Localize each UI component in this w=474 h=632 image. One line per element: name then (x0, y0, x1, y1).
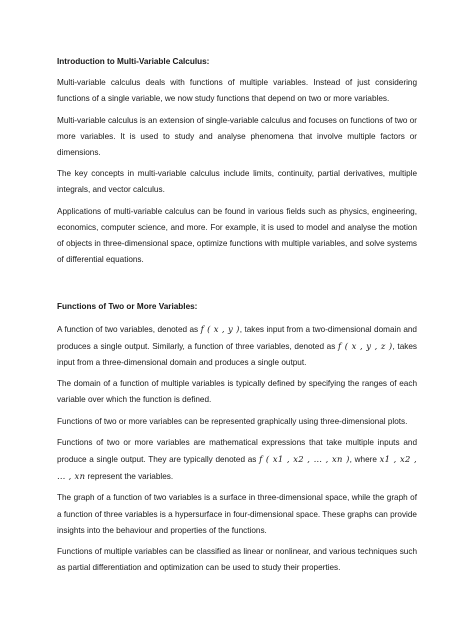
paragraph: The domain of a function of multiple variables is typically defined by specifying the ranges of each variable over which the function is defined. (57, 379, 417, 405)
paragraph: Multi-variable calculus deals with functions of multiple variables. Instead of just considering functions of a single variable, we now study functions that depend on two or more variables. (57, 78, 417, 104)
section-spacer (57, 273, 417, 299)
document-body (57, 54, 417, 581)
math-expression: f ( x , y , z ) (337, 340, 393, 351)
paragraph-notation (57, 435, 417, 486)
paragraph-two-variable-function (57, 321, 417, 372)
paragraph: Applications of multi-variable calculus can be found in various fields such as physics, engineering, economics, computer science, and more. For example, it is used to model and analyse the motion of objects in three-dimensional space, optimize functions with multiple variables, and solve systems of differential equations. (57, 206, 417, 265)
text-run: , where (349, 455, 380, 465)
paragraph: Functions of multiple variables can be classified as linear or nonlinear, and various techniques such as partial differentiation and optimization can be used to study their properties. (57, 547, 417, 573)
text-run: represent the variables. (85, 472, 174, 482)
math-expression: f ( x1 , x2 , … , xn ) (259, 454, 350, 465)
paragraph: The graph of a function of two variables is a surface in three-dimensional space, while the graph of a function of three variables is a hypersurface in four-dimensional space. These graphs can provide insights into the behaviour and properties of the functions. (57, 493, 417, 535)
section-heading-functions: Functions of Two or More Variables: (57, 302, 198, 312)
math-expression: x1 , x2 , … , xn (57, 454, 418, 482)
paragraph: Multi-variable calculus is an extension of single-variable calculus and focuses on functions of two or more variables. It is used to study and analyse phenomena that involve multiple factors or dimensions. (57, 115, 417, 158)
paragraph: The key concepts in multi-variable calculus include limits, continuity, partial derivatives, multiple integrals, and vector calculus. (57, 169, 417, 195)
text-run: Functions of two or more variables are mathematical expressions that take multiple inputs and produce a single output. They are typically denoted as (57, 437, 417, 465)
text-run: , takes input from a two-dimensional domain and produces a single output. Similarly, a function of three variables, denoted as (57, 324, 417, 351)
math-expression: f ( x , y ) (200, 323, 240, 334)
paragraph: Functions of two or more variables can be represented graphically using three-dimensional plots. (57, 416, 408, 426)
section-heading-intro: Introduction to Multi-Variable Calculus: (57, 57, 210, 66)
text-run: A function of two variables, denoted as (57, 324, 201, 334)
text-run: , takes input from a three-dimensional domain and produces a single output. (57, 341, 417, 368)
